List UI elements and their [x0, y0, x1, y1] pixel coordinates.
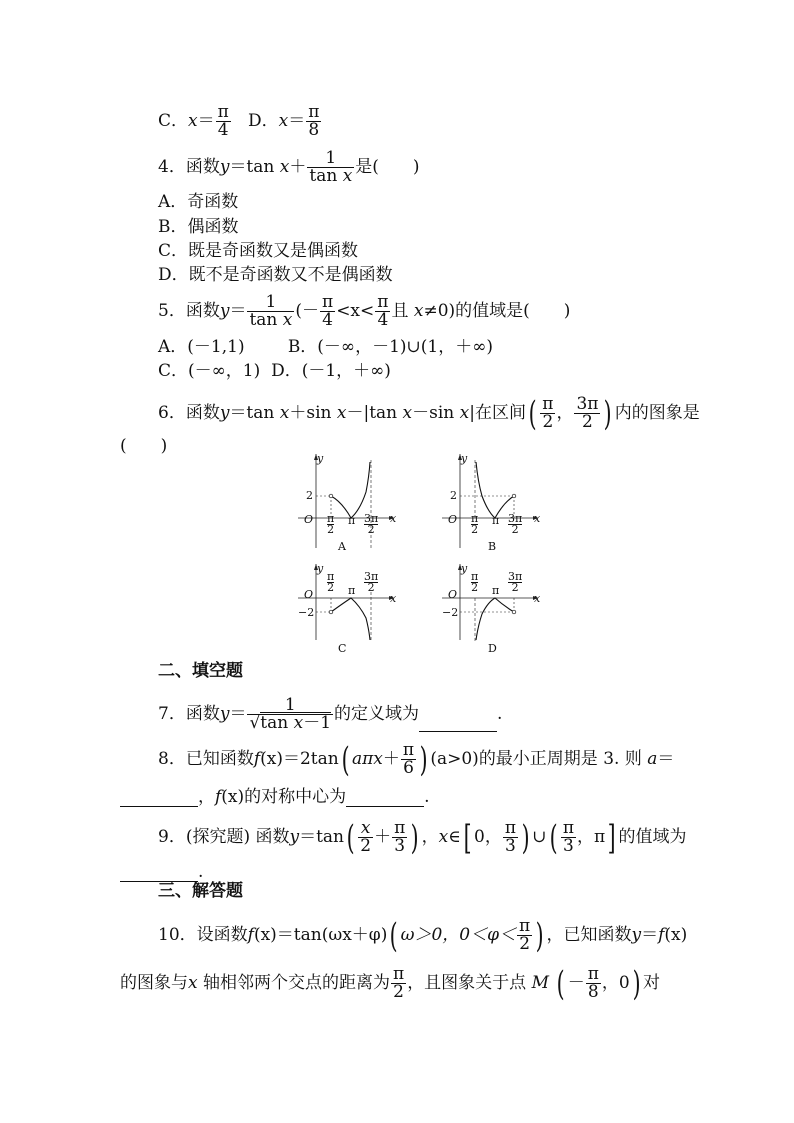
numerator: π [308, 102, 320, 122]
q4-text: 4．函数 [158, 157, 220, 177]
denominator [247, 312, 294, 329]
q5-option-c: C．(－∞，1) [158, 361, 261, 381]
radicand [260, 712, 331, 733]
fraction [574, 396, 600, 431]
tick-3pi-over-2 [508, 572, 522, 593]
fraction [401, 742, 416, 777]
q8-text: 的对称中心为 [244, 787, 347, 807]
q6-text: 6．函数 [158, 403, 220, 423]
q8-text: 8．已知函数 [158, 749, 254, 769]
tick-den: 2 [367, 523, 375, 536]
fraction [561, 820, 576, 855]
q5-text: 5．函数 [158, 301, 220, 321]
paren-right: ) [604, 393, 613, 434]
fraction [540, 396, 555, 431]
denominator: 2 [393, 982, 404, 1002]
numerator: 1 [247, 697, 333, 715]
var-y: y [289, 827, 300, 847]
q8-stem [158, 739, 675, 780]
var-x: x [188, 111, 198, 131]
q8-text: (x) [221, 787, 245, 807]
fraction [247, 697, 333, 732]
var-y: y [219, 704, 230, 724]
var-x: x [438, 827, 449, 847]
denominator: 4 [377, 310, 389, 330]
point-m: M [531, 973, 550, 993]
fraction [306, 104, 321, 139]
tick-pi-over-2 [327, 514, 334, 535]
q10-stem [158, 915, 688, 956]
q10-cond: ω＞0，0＜φ＜ [400, 925, 517, 945]
var-x: x [342, 166, 353, 186]
q8-text: ＝ [657, 749, 675, 769]
plus: ＋ [374, 827, 392, 847]
tick-num: π [471, 512, 479, 525]
tick-num: π [471, 570, 479, 583]
var-y: y [219, 403, 230, 423]
q6-text: |在区间 [469, 403, 526, 423]
curve [331, 598, 370, 640]
tick-num: π [327, 512, 335, 525]
tick-pi: π [492, 584, 500, 597]
answer-blank[interactable] [120, 865, 198, 882]
q7-text: 的定义域为 [334, 704, 420, 724]
curve [476, 598, 514, 640]
graph-label: D [488, 642, 497, 655]
y-axis-label: y [461, 452, 468, 465]
x-axis-label: x [534, 512, 541, 525]
var-x: x [282, 310, 293, 330]
q5-option-b: B．(－∞，－1)∪(1，＋∞) [287, 337, 494, 357]
paren-right: ) [535, 915, 544, 956]
section-3-heading: 三、解答题 [158, 881, 243, 901]
var-y: y [219, 301, 230, 321]
numerator: x [358, 820, 373, 838]
q6-text: ＝tan [229, 403, 275, 423]
graph-a-svg [294, 452, 404, 556]
denominator: 3 [505, 836, 516, 856]
q10-text: 的图象与 [120, 973, 188, 993]
denominator: 4 [217, 120, 229, 140]
tick-num: 3π [364, 570, 379, 583]
q8-arg: aπx [351, 749, 383, 769]
numerator: π [393, 964, 405, 984]
numerator: π [217, 102, 229, 122]
numerator: π [562, 818, 574, 838]
fraction [586, 966, 601, 1001]
graph-b [438, 452, 548, 556]
q9-stem [158, 817, 687, 858]
fraction [307, 150, 354, 185]
eq-sign: ＝ [197, 111, 215, 131]
paren-left: ( [389, 915, 398, 956]
denominator: 8 [308, 120, 320, 140]
q9-text: 的值域为 [618, 827, 687, 847]
q5-option-a: A．(－1,1) [158, 337, 245, 357]
eq-sign: ＝ [288, 111, 306, 131]
numerator: π [587, 964, 599, 984]
q6-text: ＋sin [289, 403, 332, 423]
q4-stem [158, 150, 420, 185]
comma: ， [556, 403, 574, 423]
q5-options-cd [158, 361, 391, 381]
denominator: 4 [322, 310, 333, 330]
var-f: f [247, 925, 254, 945]
tick-den: 2 [471, 523, 479, 536]
paren-left: ( [341, 739, 350, 780]
fraction [247, 294, 294, 329]
numerator: π [542, 394, 554, 414]
open-point [329, 610, 333, 614]
denominator-text: tan [249, 310, 278, 330]
var-x: x [336, 403, 347, 423]
fraction [320, 294, 335, 329]
paren-left: ( [557, 963, 566, 1004]
tick-num: 3π [508, 570, 523, 583]
var-f: f [253, 749, 261, 769]
radicand-text: －1 [303, 713, 332, 733]
q9-text: 9．(探究题) 函数 [158, 827, 290, 847]
comma: ， [421, 827, 439, 847]
tick-pi: π [492, 514, 500, 527]
element-of: ∈ [448, 827, 461, 847]
q6-text: －|tan [346, 403, 398, 423]
q5-text: (－ [295, 301, 319, 321]
tick-3pi-over-2 [364, 572, 378, 593]
origin-label: O [304, 588, 314, 601]
tick-3pi-over-2 [364, 514, 378, 535]
denominator: 8 [587, 982, 599, 1002]
q7-text: ＝ [229, 704, 247, 724]
paren-left: ( [549, 817, 558, 858]
x-axis-label: x [534, 592, 541, 605]
tick-den: 2 [511, 581, 519, 594]
denominator: 6 [403, 758, 414, 778]
var-y: y [631, 925, 642, 945]
q10-text: 轴相邻两个交点的距离为 [203, 973, 390, 993]
paren-left: ( [346, 817, 355, 858]
x-axis-label: x [390, 512, 397, 525]
q6-stem [158, 393, 700, 434]
q9-text: ＝tan [299, 827, 345, 847]
paren-right: ) [419, 739, 428, 780]
tick-pi-over-2 [471, 572, 478, 593]
var-f: f [658, 925, 665, 945]
y-tick-label: −2 [298, 606, 315, 619]
plus: ＋ [382, 749, 400, 769]
y-tick-label: 2 [306, 489, 313, 502]
tick-num: π [327, 570, 335, 583]
q9-text: 0， [474, 827, 502, 847]
denominator: √tan x－1 [249, 713, 332, 733]
tick-pi-over-2 [327, 572, 334, 593]
y-tick-label: 2 [450, 489, 457, 502]
q8-text: (x) [260, 749, 283, 769]
var-a: a [647, 749, 658, 769]
q5-stem [158, 294, 570, 329]
var-x: x [188, 973, 198, 993]
q9-line2 [120, 862, 203, 882]
y-axis-label: y [317, 562, 324, 575]
q10-text: 10．设函数 [158, 925, 248, 945]
q4-option-c: C．既是奇函数又是偶函数 [158, 241, 359, 261]
q5-text: 且 [391, 301, 409, 321]
answer-blank[interactable] [346, 790, 424, 807]
numerator: π [519, 916, 531, 936]
var-x: x [459, 403, 470, 423]
answer-blank[interactable] [120, 790, 198, 807]
q3-options-cd [158, 104, 322, 139]
paren-right: ) [632, 963, 641, 1004]
q10-text: ＝tan(ωx＋φ) [276, 925, 388, 945]
origin-label: O [448, 513, 458, 526]
tick-den: 2 [471, 581, 479, 594]
var-f: f [215, 787, 222, 807]
q5-text: <x< [336, 301, 375, 321]
q10-text: (x) [253, 925, 277, 945]
paren-right: ) [410, 817, 419, 858]
fraction [216, 104, 231, 139]
graph-d [438, 562, 548, 656]
denominator: 3 [394, 836, 406, 856]
q4-text: 是( ) [355, 157, 420, 177]
radicand-text: tan [260, 713, 289, 733]
numerator: π [394, 818, 406, 838]
q10-text: ，已知函数 [546, 925, 632, 945]
origin-label: O [448, 588, 458, 601]
tick-pi-over-2 [471, 514, 478, 535]
open-point [329, 494, 333, 498]
tick-den: 2 [327, 581, 335, 594]
graph-a [294, 452, 404, 556]
fraction [517, 918, 532, 953]
q6-text: －sin [412, 403, 455, 423]
y-tick-label: −2 [442, 606, 459, 619]
q8-text: . [424, 787, 430, 807]
q7-text: 7．函数 [158, 704, 220, 724]
q5-option-d: D．(－1，＋∞) [271, 361, 391, 381]
var-x: x [279, 403, 290, 423]
numerator: π [402, 740, 415, 760]
numerator: 3π [576, 394, 599, 414]
paren-left: ( [528, 393, 537, 434]
q4-option-d: D．既不是奇函数又不是偶函数 [158, 265, 393, 285]
q7-stem [158, 697, 502, 732]
numerator: 1 [247, 294, 294, 312]
q5-text: ＝ [229, 301, 247, 321]
q10-text: 对 [642, 973, 660, 993]
q8-text: ＝2tan [282, 749, 339, 769]
q4-option-a: A．奇函数 [158, 192, 239, 212]
var-x: x [402, 403, 413, 423]
q10-text: ＝ [641, 925, 659, 945]
var-x: x [293, 713, 304, 733]
answer-blank[interactable] [419, 715, 497, 732]
y-axis-label: y [317, 452, 324, 465]
fraction [375, 294, 390, 329]
tick-num: 3π [508, 512, 523, 525]
numerator: π [377, 292, 389, 312]
q4-text: ＝tan [229, 157, 275, 177]
q10-text: － [567, 973, 585, 993]
q8-cond: (a>0) [430, 749, 479, 769]
q8-text: 的最小正周期是 3. 则 [478, 749, 642, 769]
q10-text: ，且图象关于点 [407, 973, 527, 993]
denominator: 2 [360, 836, 372, 856]
bracket-left: [ [463, 817, 472, 858]
q6-answer-paren: ( ) [120, 436, 168, 456]
q8-line2 [120, 787, 430, 807]
tick-den: 2 [367, 581, 375, 594]
var-y: y [219, 157, 230, 177]
numerator: 1 [307, 150, 354, 168]
q8-text: ， [198, 787, 215, 807]
denominator-text: tan [309, 166, 338, 186]
fraction [392, 820, 407, 855]
origin-label: O [304, 513, 314, 526]
union: ∪ [532, 827, 547, 847]
var-x: x [413, 301, 424, 321]
q9-text: ，π [577, 827, 606, 847]
denominator: 3 [562, 836, 574, 856]
fraction [358, 820, 373, 855]
tick-den: 2 [327, 523, 335, 536]
tick-pi: π [348, 514, 356, 527]
denominator: 2 [542, 412, 554, 432]
q5-text: ≠0)的值域是( ) [423, 301, 571, 321]
graph-label: B [488, 540, 497, 553]
q4-option-b: B．偶函数 [158, 217, 239, 237]
tick-den: 2 [511, 523, 519, 536]
denominator [307, 168, 354, 185]
q10-text: (x) [664, 925, 688, 945]
q3-option-d-label: D． [248, 111, 279, 131]
curve [476, 462, 514, 518]
fraction [391, 966, 406, 1001]
q6-text: 内的图象是 [614, 403, 700, 423]
graph-c [294, 562, 404, 656]
tick-pi: π [348, 584, 356, 597]
q10-text: ，0 [601, 973, 630, 993]
q3-option-c-label: C． [158, 111, 189, 131]
q5-options-ab [158, 337, 493, 357]
open-point [512, 610, 516, 614]
y-axis-label: y [461, 562, 468, 575]
q4-text: ＋ [289, 157, 307, 177]
numerator: π [322, 292, 334, 312]
numerator: π [504, 818, 517, 838]
paren-right: ) [521, 817, 530, 858]
var-x: x [279, 157, 290, 177]
x-axis-label: x [390, 592, 397, 605]
q7-text: . [497, 704, 503, 724]
q9-text: . [198, 862, 204, 882]
denominator: 2 [582, 412, 593, 432]
bracket-right: ] [607, 817, 616, 858]
fraction [503, 820, 518, 855]
denominator: 2 [519, 934, 531, 954]
graph-label: C [338, 642, 347, 655]
q10-line2 [120, 963, 660, 1004]
graph-label: A [338, 540, 346, 553]
open-point [512, 494, 516, 498]
tick-num: 3π [364, 512, 379, 525]
tick-3pi-over-2 [508, 514, 522, 535]
curve [331, 462, 370, 518]
section-2-heading: 二、填空题 [158, 661, 243, 681]
var-x: x [278, 111, 289, 131]
